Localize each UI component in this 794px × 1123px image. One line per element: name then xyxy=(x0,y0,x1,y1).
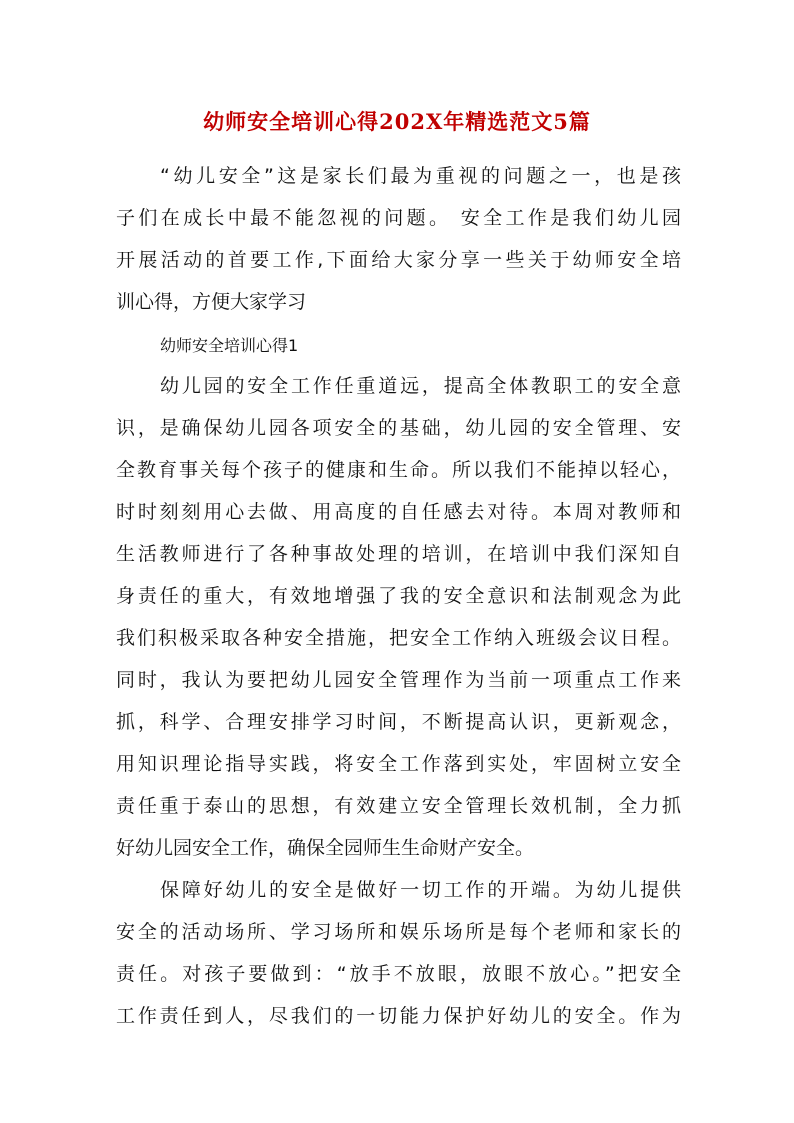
paragraph-line: “幼儿安全”这是家长们最为重视的问题之一，也是孩 xyxy=(160,165,681,187)
paragraph-line: 用知识理论指导实践，将安全工作落到实处，牢固树立安全 xyxy=(116,753,681,775)
paragraph-line: 开展活动的首要工作,下面给大家分享一些关于幼师安全培 xyxy=(116,249,681,271)
paragraph-line: 我们积极采取各种安全措施，把安全工作纳入班级会议日程。 xyxy=(116,627,681,649)
document-title: 幼师安全培训心得202X年精选范文5篇 xyxy=(203,109,591,134)
paragraph-line: 同时，我认为要把幼儿园安全管理作为当前一项重点工作来 xyxy=(116,669,681,691)
paragraph-line: 保障好幼儿的安全是做好一切工作的开端。为幼儿提供 xyxy=(160,879,681,901)
paragraph-line: 全教育事关每个孩子的健康和生命。所以我们不能掉以轻心， xyxy=(116,459,681,481)
paragraph-line: 识，是确保幼儿园各项安全的基础，幼儿园的安全管理、安 xyxy=(116,417,681,439)
paragraph-line: 子们在成长中最不能忽视的问题。 安全工作是我们幼儿园 xyxy=(116,207,681,229)
paragraph-line: 工作责任到人，尽我们的一切能力保护好幼儿的安全。作为 xyxy=(116,1005,681,1027)
paragraph-line: 生活教师进行了各种事故处理的培训，在培训中我们深知自 xyxy=(116,543,681,565)
paragraph-line: 训心得，方便大家学习 xyxy=(116,291,307,313)
paragraph-line: 安全的活动场所、学习场所和娱乐场所是每个老师和家长的 xyxy=(116,921,681,943)
paragraph-line: 身责任的重大，有效地增强了我的安全意识和法制观念为此 xyxy=(116,585,681,607)
paragraph-line: 好幼儿园安全工作，确保全园师生生命财产安全。 xyxy=(116,837,535,859)
paragraph-line: 责任。对孩子要做到：“放手不放眼，放眼不放心。”把安全 xyxy=(116,963,681,985)
paragraph-line: 幼儿园的安全工作任重道远，提高全体教职工的安全意 xyxy=(160,375,681,397)
paragraph-line: 时时刻刻用心去做、用高度的自任感去对待。本周对教师和 xyxy=(116,501,681,523)
paragraph-line: 抓，科学、合理安排学习时间，不断提高认识，更新观念， xyxy=(116,711,681,733)
paragraph-line: 责任重于泰山的思想，有效建立安全管理长效机制，全力抓 xyxy=(116,795,681,817)
section-heading: 幼师安全培训心得1 xyxy=(160,336,299,355)
